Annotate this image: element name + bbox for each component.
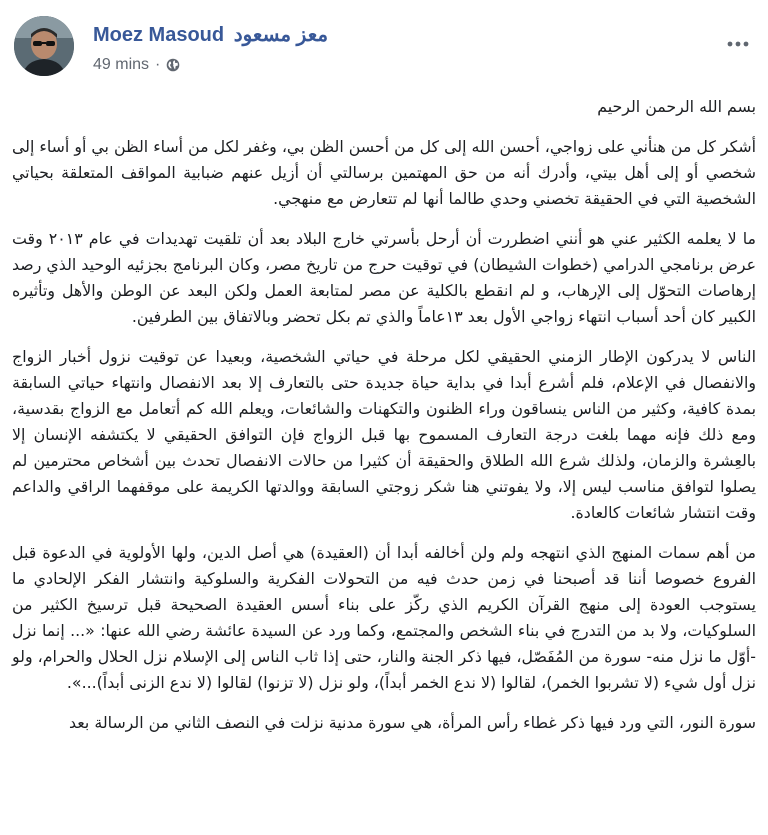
post-paragraph: أشكر كل من هنأني على زواجي، أحسن الله إلى كل من أحسن الظن بي، وغفر لكل من أساء الظن بي أو أساء إلى شخصي أو إلى أهل بيتي، وأدرك أنه من حق المهتمين برسالتي أن أزيل عنهم ضبابية المواقف المتعلقة بحياتي الشخصية التي في الحقيقة تخصني وحدي طالما أنها لم تتعارض مع منهجي. bbox=[12, 137, 756, 208]
post-paragraph: الناس لا يدركون الإطار الزمني الحقيقي لكل مرحلة في حياتي الشخصية، وبعيدا عن توقيت نزول أخبار الزواج والانفصال في الإعلام، فلم أشرع أبدا في بداية حياة جديدة حتى بالتعارف إلا بعد الانفصال وانتهاء حياتي السابقة بمدة كافية، وكثير من الناس ينساقون وراء الظنون والتكهنات والشائعات، ويعلم الله كم أتعامل مع الزواج بقدسية، ومع ذلك فإنه مهما بلغت درجة التعارف المسموح بها قبل الزواج فإن التوافق الحقيقي لا يكتشفه الإنسان إلا بالعِشرة والزمان، ولذلك شرع الله الطلاق والحقيقة أن كثيرا من حالات الانفصال تحدث بين أشخاص محترمين لم يصلوا لتوافق مناسب ليس إلا، ولا يفوتني هنا شكر زوجتي السابقة ووالدتها الكريمة على موقفهما الراقي والداعم وقت انتشار شائعات كالعادة. bbox=[12, 347, 756, 522]
post-paragraph-basmala: بسم الله الرحمن الرحيم bbox=[597, 97, 756, 116]
post-paragraph: سورة النور، التي ورد فيها ذكر غطاء رأس المرأة، هي سورة مدنية نزلت في النصف الثاني من الرسالة بعد bbox=[69, 713, 756, 732]
post-paragraph: ما لا يعلمه الكثير عني هو أنني اضطررت أن أرحل بأسرتي خارج البلاد بعد أن تلقيت تهديدات في عام ٢٠١٣ وقت عرض برنامجي الدرامي (خطوات الشيطان) في توقيت حرج من تاريخ مصر، وكان البرنامج بجزئيه الوحيد الذي رصد إرهاصات التحوّل إلى الإرهاب، و لم انقطع بالكلية عن مصر لمتابعة العمل ولكن البعد عن الوطن والأهل وتأثيره الكبير كان أحد أسباب انتهاء زواجي الأول بعد ١٣عاماً والذي تم بكل تحضر وبالاتفاق بين الطرفين. bbox=[12, 229, 756, 326]
author-name-ar[interactable]: معز مسعود bbox=[233, 24, 329, 46]
meta-separator: · bbox=[155, 56, 161, 73]
post-body bbox=[12, 94, 756, 750]
post-meta bbox=[93, 56, 180, 74]
globe-icon[interactable] bbox=[166, 58, 180, 72]
author-name[interactable] bbox=[93, 22, 332, 47]
post-header bbox=[14, 16, 768, 86]
more-options-icon[interactable] bbox=[724, 34, 752, 54]
avatar-image bbox=[14, 16, 74, 76]
author-name-en[interactable]: Moez Masoud bbox=[93, 24, 225, 46]
post-time[interactable]: 49 mins bbox=[93, 56, 150, 73]
post-paragraph: من أهم سمات المنهج الذي انتهجه ولم ولن أخالفه أبدا أن (العقيدة) هي أصل الدين، ولها الأولوية في الدعوة قبل الفروع خصوصا أننا قد أصبحنا في زمن حدث فيه من التحولات الفكرية والسلوكية وانتشار الفكر الإلحادي ما يستوجب العودة إلى منهج القرآن الكريم الذي ركّز على بناء أسس العقيدة الصحيحة قبل ترسيخ الكثير من السلوكيات، ولا بد من التدرج في بناء الشخص والمجتمع، وكما ورد عن السيدة عائشة رضي الله عنها: «... إنما نزل -أوّل ما نزل منه- سورة من المُفَصّل، فيها ذكر الجنة والنار، حتى إذا ثاب الناس إلى الإسلام نزل الحلال والحرام، ولو نزل أول شيء (لا تشربوا الخمر)، لقالوا (لا ندع الخمر أبداً)، ولو نزل (لا تزنوا) لقالوا (لا ندع الزنى أبداً)...». bbox=[12, 543, 756, 692]
avatar[interactable] bbox=[14, 16, 74, 76]
